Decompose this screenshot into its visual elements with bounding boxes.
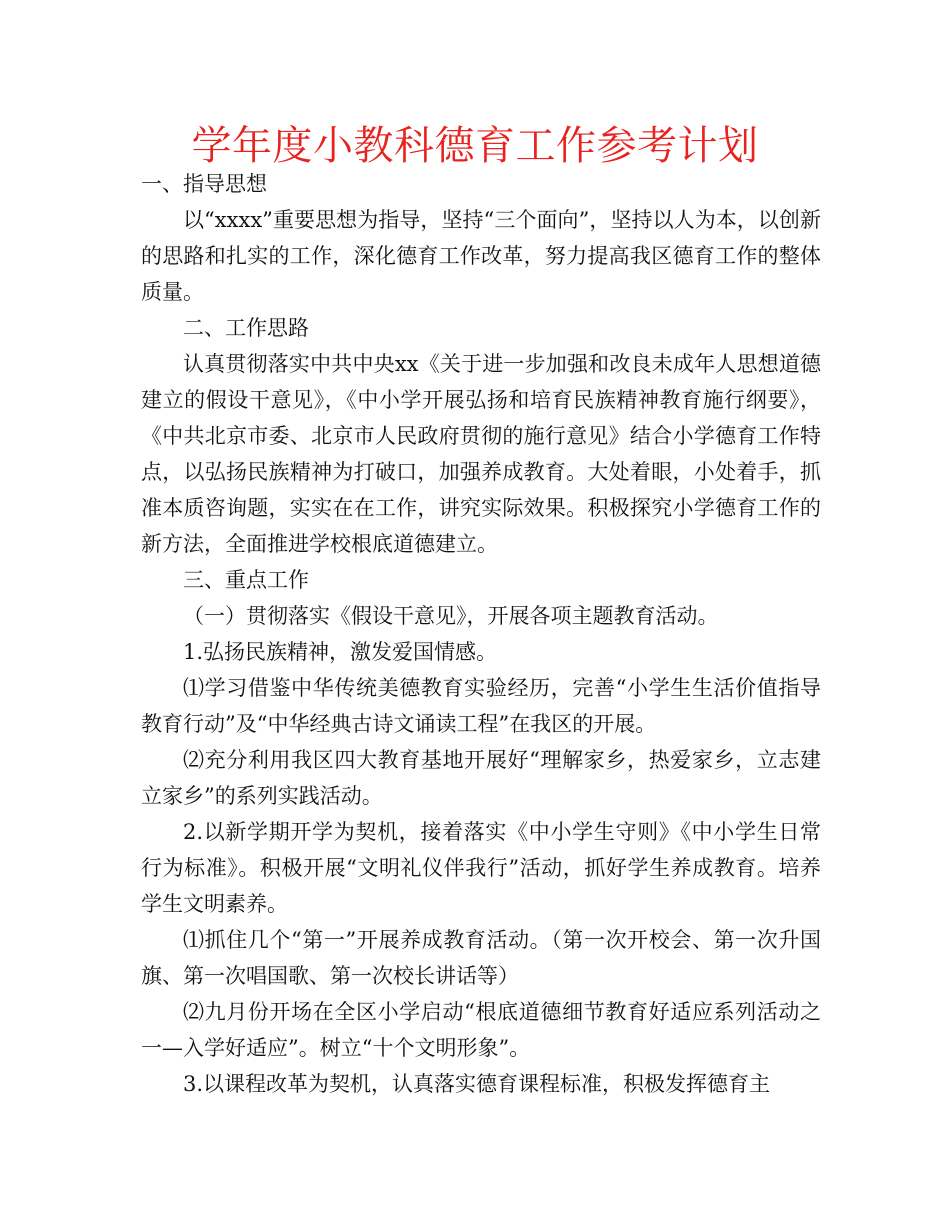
list-item: 2.以新学期开学为契机，接着落实《中小学生守则》《中小学生日常行为标准》。积极开展“文明礼仪伴我行”活动，抓好学生养成教育。培养学生文明素养。 [141,820,821,916]
paragraph: 以“xxxx”重要思想为指导，坚持“三个面向”，坚持以人为本，以创新的思路和扎实的工作，深化德育工作改革，努力提高我区德育工作的整体质量。 [141,208,821,304]
paragraph: 认真贯彻落实中共中央xx《关于进一步加强和改良未成年人思想道德建立的假设干意见》，《中小学开展弘扬和培育民族精神教育施行纲要》，《中共北京市委、北京市人民政府贯彻的施行意见》结合小学德育工作特点，以弘扬民族精神为打破口，加强养成教育。大处着眼，小处着手，抓准本质咨询题，实实在在工作，讲究实际效果。积极探究小学德育工作的新方法，全面推进学校根底道德建立。 [141,352,821,556]
document-body [141,166,821,1102]
section-heading: 二、工作思路 [183,316,309,340]
document-title: 学年度小教科德育工作参考计划 [191,123,759,169]
list-item: ⑵充分利用我区四大教育基地开展好“理解家乡，热爱家乡，立志建立家乡”的系列实践活动。 [141,748,821,808]
list-item: ⑴抓住几个“第一”开展养成教育活动。（第一次开校会、第一次升国旗、第一次唱国歌、第一次校长讲话等） [141,928,821,988]
list-item: 1.弘扬民族精神，激发爱国情感。 [183,640,498,664]
list-item: ⑴学习借鉴中华传统美德教育实验经历，完善“小学生生活价值指导教育行动”及“中华经典古诗文诵读工程”在我区的开展。 [141,676,821,736]
section-heading: 三、重点工作 [183,568,309,592]
section-heading: 一、指导思想 [141,172,267,196]
list-item: 3.以课程改革为契机，认真落实德育课程标准，积极发挥德育主 [183,1072,771,1096]
subsection-heading: （一）贯彻落实《假设干意见》，开展各项主题教育活动。 [183,604,719,628]
list-item: ⑵九月份开场在全区小学启动“根底道德细节教育好适应系列活动之一—入学好适应”。树立“十个文明形象”。 [141,1000,821,1060]
